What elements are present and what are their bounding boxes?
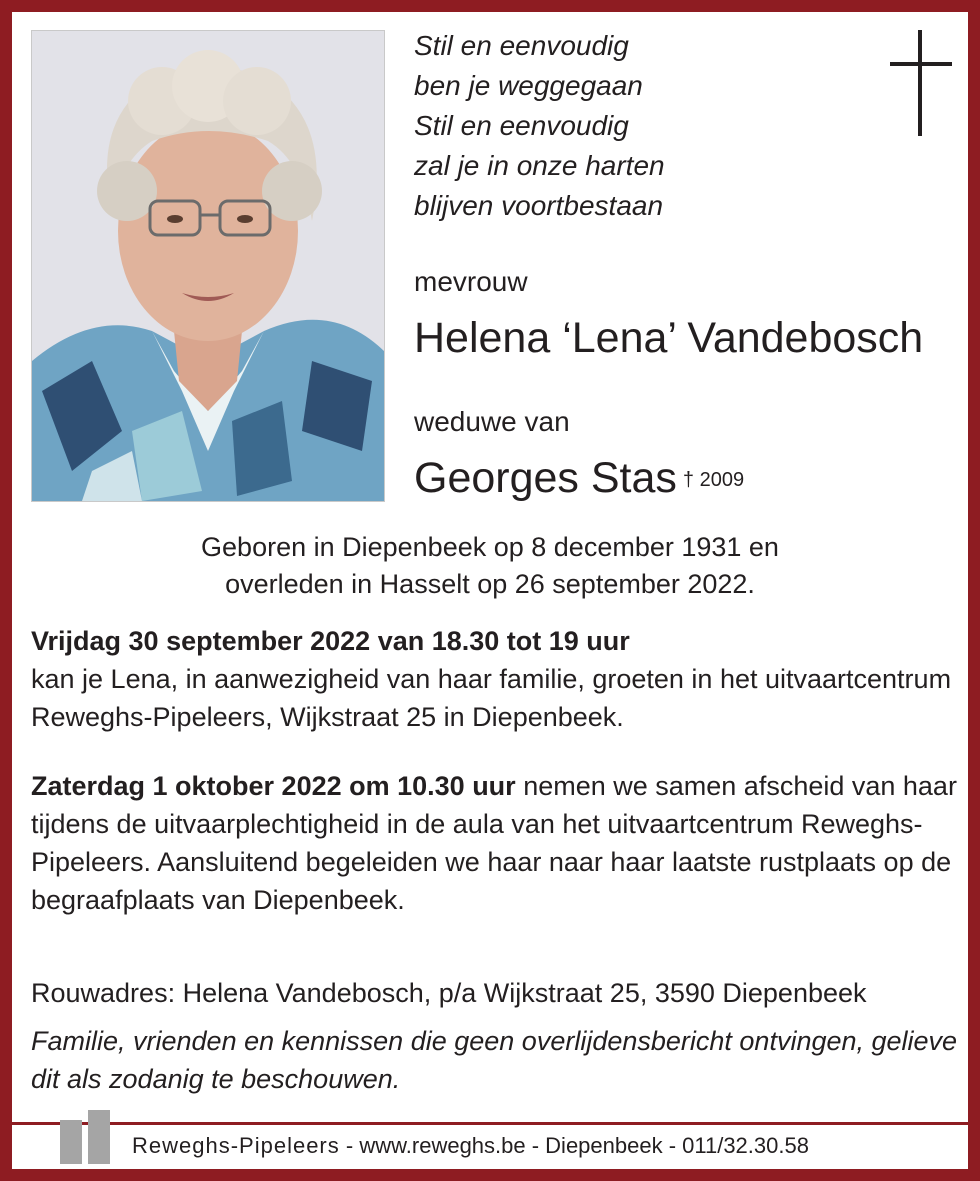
visitation-info: [31, 622, 961, 736]
visitation-date: Vrijdag 30 september 2022 van 18.30 tot 19 uur: [31, 626, 630, 656]
notice-note: Familie, vrienden en kennissen die geen overlijdensbericht ontvingen, gelieve dit als zodanig te beschouwen.: [31, 1026, 958, 1094]
poem-line: ben je weggegaan: [414, 70, 643, 101]
funeral-text: nemen we samen afscheid van haar tijdens de uitvaarplechtigheid in de aula van het uitvaartcentrum Reweghs-Pipeleers. Aansluitend begeleiden we haar naar haar laatste rustplaats op de begraafplaats van Diepenbeek.: [31, 771, 957, 915]
spouse-name: Georges Stas: [414, 454, 677, 502]
death-line: overleden in Hasselt op 26 september 2022.: [225, 569, 755, 599]
poem-line: blijven voortbestaan: [414, 190, 664, 221]
visitation-text: kan je Lena, in aanwezigheid van haar familie, groeten in het uitvaartcentrum Reweghs-Pipeleers, Wijkstraat 25 in Diepenbeek.: [31, 664, 952, 732]
portrait-photo: [31, 30, 385, 502]
funeral-info: [31, 767, 961, 919]
spouse-death-year: † 2009: [682, 469, 745, 491]
poem-line: Stil en eenvoudig: [414, 110, 629, 141]
birth-death-info: [12, 529, 968, 603]
deceased-name: Helena ‘Lena’ Vandebosch: [414, 314, 924, 362]
poem: [414, 26, 665, 226]
obituary-card: [12, 12, 968, 1169]
spouse: [414, 452, 744, 504]
footer-divider: [12, 1122, 968, 1125]
funeral-date: Zaterdag 1 oktober 2022 om 10.30 uur: [31, 771, 516, 801]
widow-label: weduwe van: [414, 406, 570, 437]
deceased-title: mevrouw: [414, 266, 528, 297]
footer-brand: Reweghs-Pipeleers: [132, 1133, 340, 1158]
poem-line: Stil en eenvoudig: [414, 30, 629, 61]
latin-cross-icon: [890, 30, 952, 136]
footer-contact: [132, 1132, 809, 1160]
footer-details: - www.reweghs.be - Diepenbeek - 011/32.30.58: [339, 1133, 809, 1158]
funeral-home-logo-icon: [60, 1110, 112, 1164]
poem-line: zal je in onze harten: [414, 150, 665, 181]
portrait-illustration: [32, 31, 384, 501]
birth-line: Geboren in Diepenbeek op 8 december 1931 en: [201, 532, 779, 562]
mourning-address: Rouwadres: Helena Vandebosch, p/a Wijkstraat 25, 3590 Diepenbeek: [31, 978, 867, 1008]
